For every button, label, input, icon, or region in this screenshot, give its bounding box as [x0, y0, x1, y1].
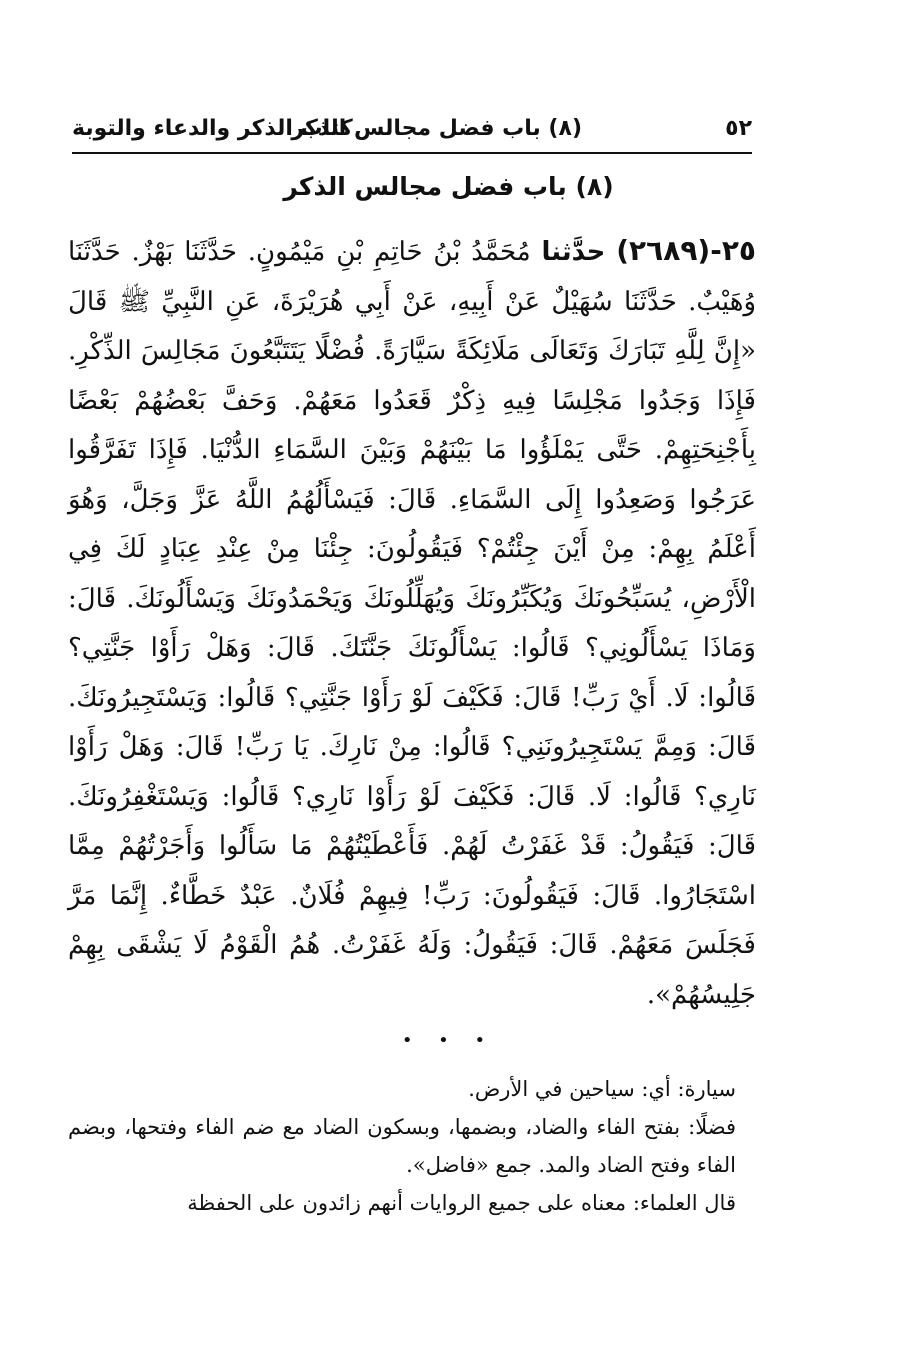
- running-chapter-title: (٨) باب فضل مجالس الذكر: [291, 116, 582, 141]
- footnote: قال العلماء: معناه على جميع الروايات أنهم زائدون على الحفظة: [187, 1191, 736, 1215]
- header-rule: [72, 152, 752, 154]
- hadith-number: ٢٥-(٢٦٨٩): [616, 234, 757, 267]
- footnote: فضلًا: بفتح الفاء والضاد، وبضمها، وبسكون الضاد مع ضم الفاء وفتحها، وبضم الفاء وفتح الضاد والمد. جمع «فاضل».: [68, 1115, 736, 1177]
- page-number: ٥٢: [725, 116, 752, 141]
- footnote: سيارة: أي: سياحين في الأرض.: [468, 1077, 736, 1101]
- running-book-title: كتاب الذكر والدعاء والتوبة: [72, 116, 353, 141]
- hadith-lead: حدَّثنا: [541, 237, 606, 267]
- hadith-body: مُحَمَّدُ بْنُ حَاتِمِ بْنِ مَيْمُونٍ. حَدَّثَنَا بَهْزٌ. حَدَّثَنَا وُهَيْبٌ. حَدَّثَنَا سُهَيْلٌ عَنْ أَبِيهِ، عَنْ أَبِي هُرَيْرَةَ، عَنِ النَّبِيِّ ﷺ قَالَ «إِنَّ لِلَّهِ تَبَارَكَ وَتَعَالَى مَلَائِكَةً سَيَّارَةً. فُضْلًا يَتَتَبَّعُونَ مَجَالِسَ الذِّكْرِ. فَإِذَا وَجَدُوا مَجْلِسًا فِيهِ ذِكْرٌ قَعَدُوا مَعَهُمْ. وَحَفَّ بَعْضُهُمْ بَعْضًا بِأَجْنِحَتِهِمْ. حَتَّى يَمْلَؤُوا مَا بَيْنَهُمْ وَبَيْنَ السَّمَاءِ الدُّنْيَا. فَإِذَا تَفَرَّقُوا عَرَجُوا وَصَعِدُوا إِلَى السَّمَاءِ. قَالَ: فَيَسْأَلُهُمُ اللَّهُ عَزَّ وَجَلَّ، وَهُوَ أَعْلَمُ بِهِمْ: مِنْ أَيْنَ جِئْتُمْ؟ فَيَقُولُونَ: جِئْنَا مِنْ عِنْدِ عِبَادٍ لَكَ فِي الْأَرْضِ، يُسَبِّحُونَكَ وَيُكَبِّرُونَكَ وَيُهَلِّلُونَكَ وَيَحْمَدُونَكَ وَيَسْأَلُونَكَ. قَالَ: وَمَاذَا يَسْأَلُونِي؟ قَالُوا: يَسْأَلُونَكَ جَنَّتَكَ. قَالَ: وَهَلْ رَأَوْا جَنَّتِي؟ قَالُوا: لَا. أَيْ رَبِّ! قَالَ: فَكَيْفَ لَوْ رَأَوْا جَنَّتِي؟ قَالُوا: وَيَسْتَجِيرُونَكَ. قَالَ: وَمِمَّ يَسْتَجِيرُونَنِي؟ قَالُوا: مِنْ نَارِكَ. يَا رَبِّ! قَالَ: وَهَلْ رَأَوْا نَارِي؟ قَالُوا: لَا. قَالَ: فَكَيْفَ لَوْ رَأَوْا نَارِي؟ قَالُوا: وَيَسْتَغْفِرُونَكَ. قَالَ: فَيَقُولُ: قَدْ غَفَرْتُ لَهُمْ. فَأَعْطَيْتُهُمْ مَا سَأَلُوا وَأَجَرْتُهُمْ مِمَّا اسْتَجَارُوا. قَالَ: فَيَقُولُونَ: رَبِّ! فِيهِمْ فُلَانٌ. عَبْدٌ خَطَّاءٌ. إِنَّمَا مَرَّ فَجَلَسَ مَعَهُمْ. قَالَ: فَيَقُولُ: وَلَهُ غَفَرْتُ. هُمُ الْقَوْمُ لَا يَشْقَى بِهِمْ جَلِيسُهُمْ».: [68, 237, 756, 1010]
- section-separator: • • •: [401, 1030, 496, 1051]
- hadith-text: [68, 226, 756, 1020]
- running-header: [72, 112, 752, 152]
- footnotes: [68, 1070, 736, 1222]
- chapter-title: (٨) باب فضل مجالس الذكر: [283, 172, 614, 201]
